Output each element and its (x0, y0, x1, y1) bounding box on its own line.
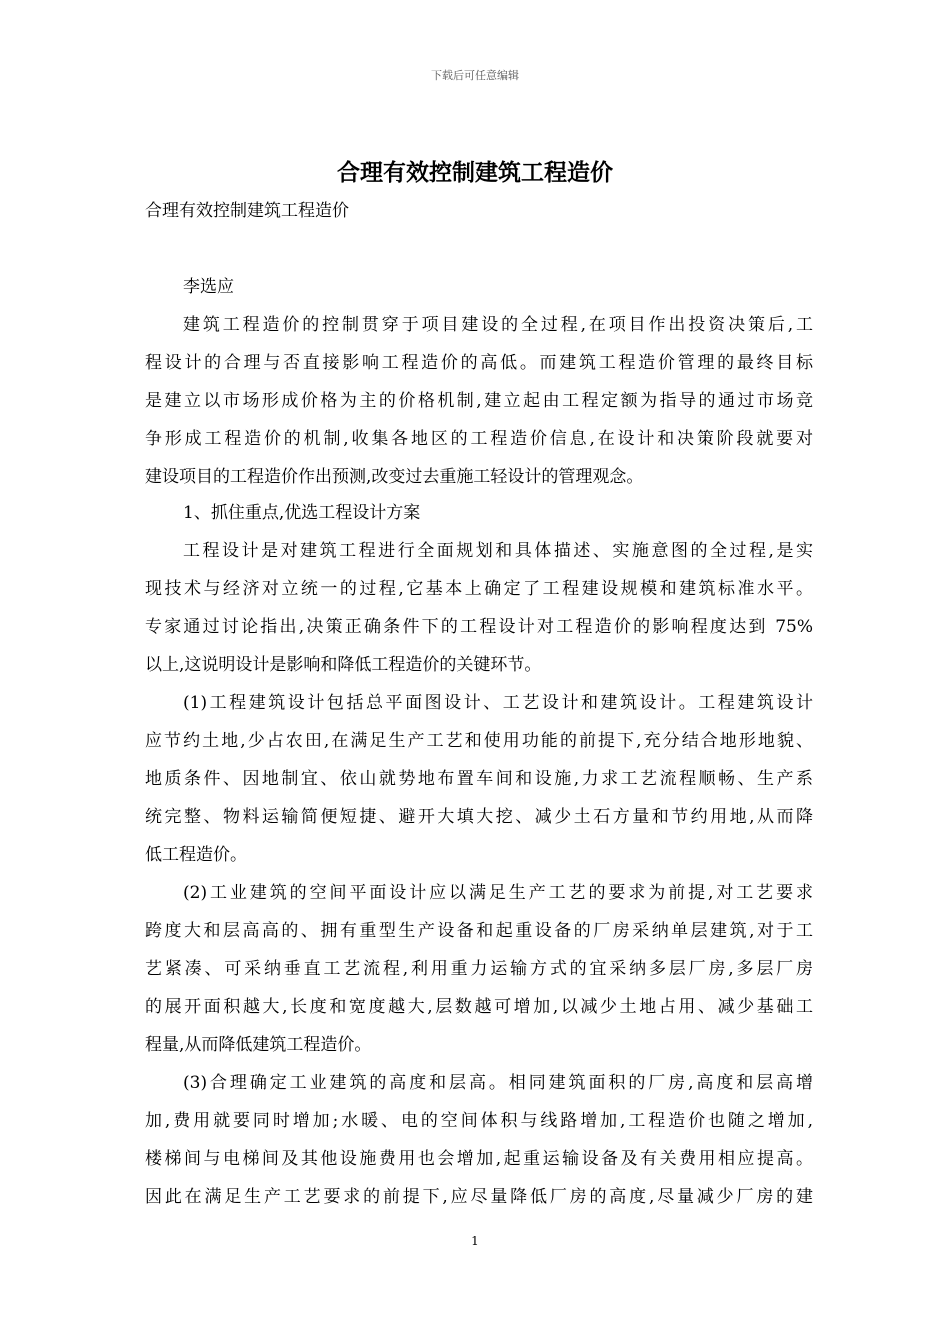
paragraph-line: (3)合理确定工业建筑的高度和层高。相同建筑面积的厂房,高度和层高增 (183, 1073, 813, 1093)
document-subtitle: 合理有效控制建筑工程造价 (145, 201, 349, 221)
paragraph-line: 争形成工程造价的机制,收集各地区的工程造价信息,在设计和决策阶段就要对 (145, 429, 813, 449)
page-number: 1 (471, 1234, 479, 1248)
paragraph-line: 是建立以市场形成价格为主的价格机制,建立起由工程定额为指导的通过市场竞 (145, 391, 813, 411)
paragraph-line: 应节约土地,少占农田,在满足生产工艺和使用功能的前提下,充分结合地形地貌、 (145, 731, 813, 751)
paragraph-line: 地质条件、因地制宜、依山就势地布置车间和设施,力求工艺流程顺畅、生产系 (145, 769, 813, 789)
paragraph-line: (2)工业建筑的空间平面设计应以满足生产工艺的要求为前提,对工艺要求 (183, 883, 813, 903)
paragraph-line: 加,费用就要同时增加;水暖、电的空间体积与线路增加,工程造价也随之增加, (145, 1111, 813, 1131)
paragraph-line: 程设计的合理与否直接影响工程造价的高低。而建筑工程造价管理的最终目标 (145, 353, 813, 373)
paragraph-line: 的展开面积越大,长度和宽度越大,层数越可增加,以减少土地占用、减少基础工 (145, 997, 813, 1017)
paragraph-line: 现技术与经济对立统一的过程,它基本上确定了工程建设规模和建筑标准水平。 (145, 579, 813, 599)
paragraph-line: 工程设计是对建筑工程进行全面规划和具体描述、实施意图的全过程,是实 (183, 541, 813, 561)
paragraph-line: 建设项目的工程造价作出预测,改变过去重施工轻设计的管理观念。 (145, 467, 644, 487)
paragraph-line: 跨度大和层高高的、拥有重型生产设备和起重设备的厂房采纳单层建筑,对于工 (145, 921, 813, 941)
page-header: 下载后可任意编辑 (431, 69, 519, 82)
paragraph-line: 程量,从而降低建筑工程造价。 (145, 1035, 372, 1055)
paragraph-line: (1)工程建筑设计包括总平面图设计、工艺设计和建筑设计。工程建筑设计 (183, 693, 813, 713)
paragraph-line: 艺紧凑、可采纳垂直工艺流程,利用重力运输方式的宜采纳多层厂房,多层厂房 (145, 959, 813, 979)
paragraph-line: 以上,这说明设计是影响和降低工程造价的关键环节。 (145, 655, 542, 675)
paragraph-line: 低工程造价。 (145, 845, 247, 865)
paragraph-line: 建筑工程造价的控制贯穿于项目建设的全过程,在项目作出投资决策后,工 (183, 315, 813, 335)
paragraph-line: 因此在满足生产工艺要求的前提下,应尽量降低厂房的高度,尽量减少厂房的建 (145, 1187, 813, 1207)
document-title: 合理有效控制建筑工程造价 (337, 160, 613, 186)
author-name: 李选应 (183, 277, 234, 297)
paragraph-line: 楼梯间与电梯间及其他设施费用也会增加,起重运输设备及有关费用相应提高。 (145, 1149, 813, 1169)
paragraph-line: 专家通过讨论指出,决策正确条件下的工程设计对工程造价的影响程度达到 75% (145, 617, 813, 637)
paragraph-line: 统完整、物料运输简便短捷、避开大填大挖、减少土石方量和节约用地,从而降 (145, 807, 813, 827)
section-heading: 1、抓住重点,优选工程设计方案 (183, 503, 421, 523)
